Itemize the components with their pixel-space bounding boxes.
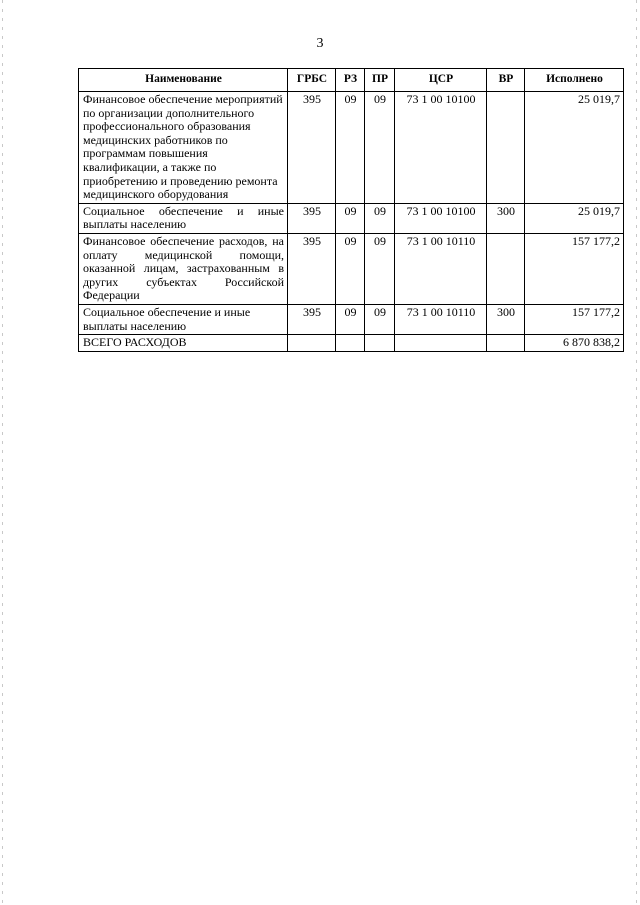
row-vr: 300 — [487, 304, 525, 334]
total-pr — [365, 335, 395, 352]
total-grbs — [288, 335, 336, 352]
row-vr — [487, 233, 525, 304]
row-grbs: 395 — [288, 92, 336, 204]
row-rz: 09 — [336, 304, 365, 334]
row-pr: 09 — [365, 304, 395, 334]
header-pr: ПР — [365, 69, 395, 92]
table-row — [79, 203, 624, 233]
row-pr: 09 — [365, 233, 395, 304]
row-executed: 157 177,2 — [525, 233, 624, 304]
total-executed: 6 870 838,2 — [525, 335, 624, 352]
scan-edge-right — [636, 0, 637, 905]
total-csr — [395, 335, 487, 352]
row-name: Социальное обеспечение и иные выплаты населению — [79, 203, 288, 233]
total-row — [79, 335, 624, 352]
total-label: ВСЕГО РАСХОДОВ — [79, 335, 288, 352]
table-row — [79, 92, 624, 204]
row-rz: 09 — [336, 92, 365, 204]
header-name: Наименование — [79, 69, 288, 92]
row-executed: 25 019,7 — [525, 92, 624, 204]
row-csr: 73 1 00 10100 — [395, 203, 487, 233]
row-grbs: 395 — [288, 304, 336, 334]
row-vr: 300 — [487, 203, 525, 233]
row-rz: 09 — [336, 203, 365, 233]
row-name: Социальное обеспечение и иные выплаты населению — [79, 304, 288, 334]
scan-edge-left — [2, 0, 3, 905]
row-name: Финансовое обеспечение мероприятий по организации дополнительного профессионального образования медицинских работников по программам повышения квалификации, а также по приобретению и проведению ремонта медицинского оборудования — [79, 92, 288, 204]
row-executed: 25 019,7 — [525, 203, 624, 233]
total-rz — [336, 335, 365, 352]
page-number: 3 — [316, 36, 324, 51]
row-name: Финансовое обеспечение расходов, на оплату медицинской помощи, оказанной лицам, застрахованным в других субъектах Российской Федерации — [79, 233, 288, 304]
total-vr — [487, 335, 525, 352]
row-executed: 157 177,2 — [525, 304, 624, 334]
header-csr: ЦСР — [395, 69, 487, 92]
row-rz: 09 — [336, 233, 365, 304]
expenditure-table — [78, 68, 624, 352]
header-vr: ВР — [487, 69, 525, 92]
row-csr: 73 1 00 10100 — [395, 92, 487, 204]
row-grbs: 395 — [288, 203, 336, 233]
row-csr: 73 1 00 10110 — [395, 304, 487, 334]
table-header-row — [79, 69, 624, 92]
row-csr: 73 1 00 10110 — [395, 233, 487, 304]
table-row — [79, 304, 624, 334]
header-grbs: ГРБС — [288, 69, 336, 92]
row-pr: 09 — [365, 92, 395, 204]
header-executed: Исполнено — [525, 69, 624, 92]
row-vr — [487, 92, 525, 204]
table-row — [79, 233, 624, 304]
row-pr: 09 — [365, 203, 395, 233]
header-rz: РЗ — [336, 69, 365, 92]
row-grbs: 395 — [288, 233, 336, 304]
